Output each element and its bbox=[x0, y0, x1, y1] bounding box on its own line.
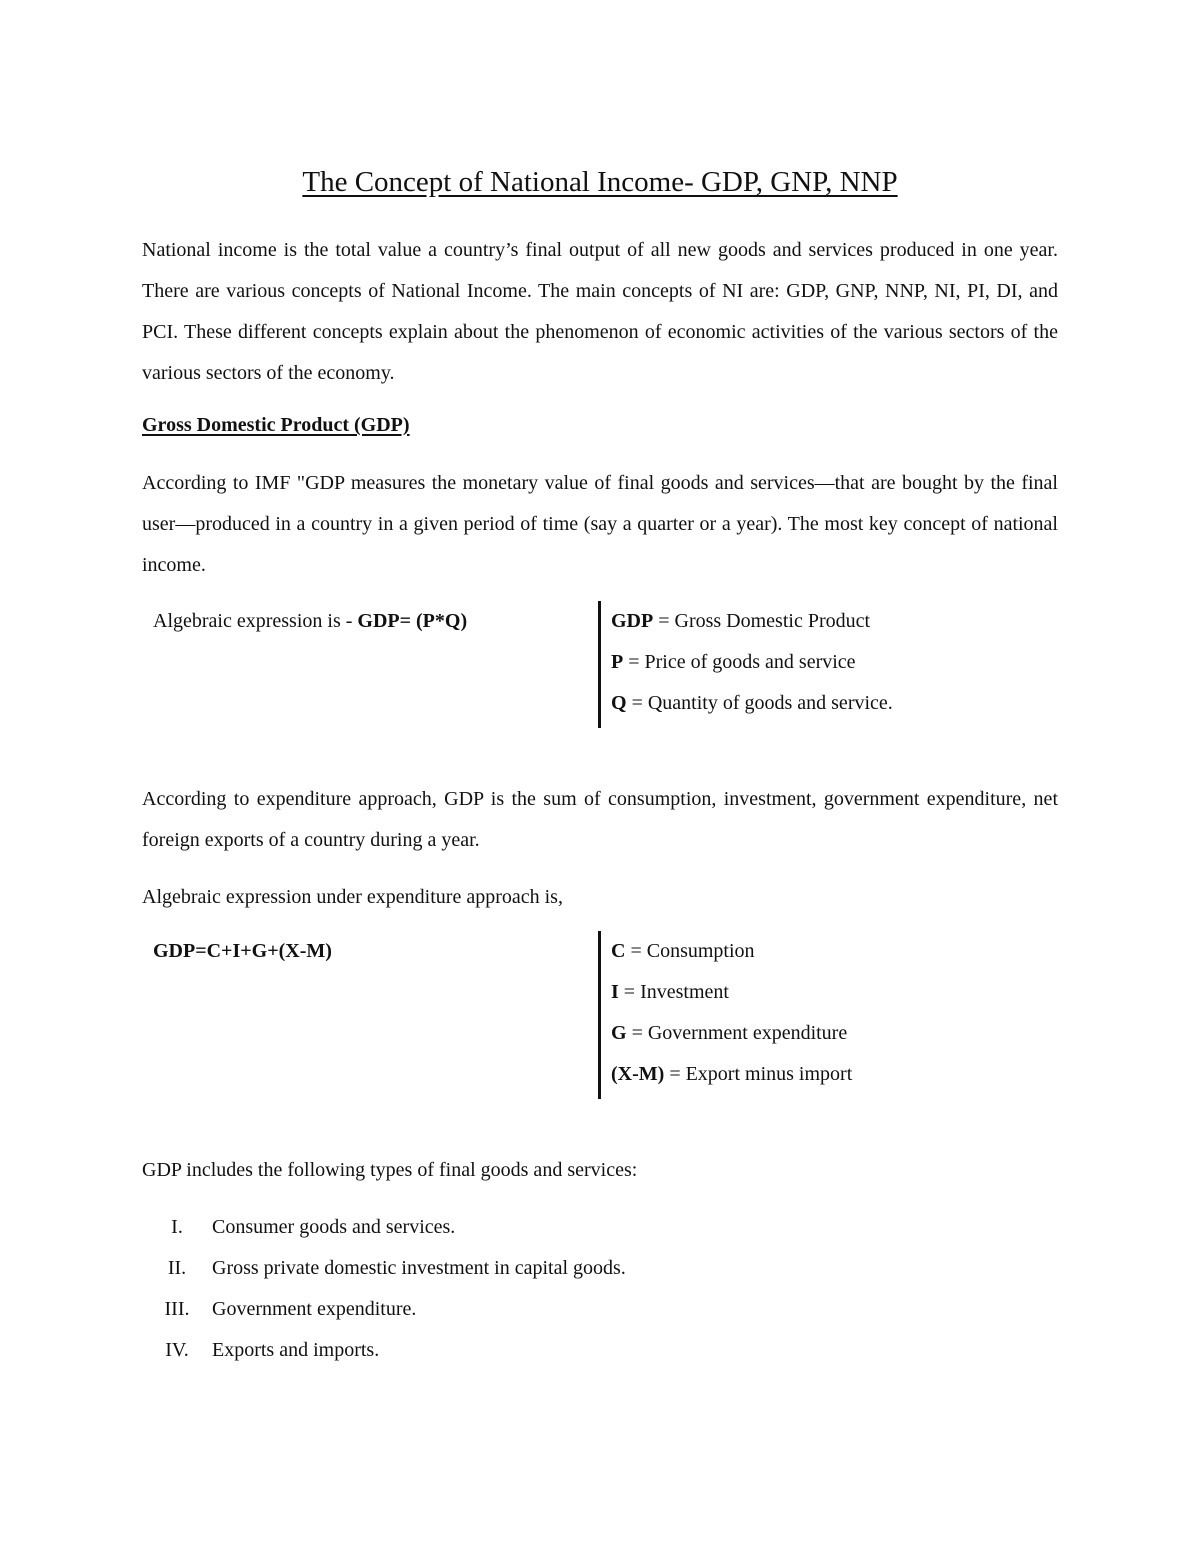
expenditure-paragraph: According to expenditure approach, GDP is the sum of consumption, investment, government expenditure, net foreign exports of a country during a year. bbox=[142, 788, 1058, 851]
definition-line: GDP = Gross Domestic Product bbox=[611, 610, 871, 632]
page-title: The Concept of National Income- GDP, GNP, NNP bbox=[302, 166, 898, 198]
expression2-definitions bbox=[598, 931, 852, 1099]
list-item: IV. Exports and imports. bbox=[165, 1339, 380, 1361]
expression2-formula: GDP=C+I+G+(X-M) bbox=[153, 940, 332, 962]
imf-definition-paragraph: According to IMF "GDP measures the monetary value of final goods and services—that are bought by the final user—produced in a country in a given period of time (say a quarter or a year). The most key concept of national income. bbox=[142, 472, 1058, 576]
intro-paragraph: National income is the total value a country’s final output of all new goods and services produced in one year. There are various concepts of National Income. The main concepts of NI are: GDP, GNP, NNP, NI, PI, DI, and PCI. These different concepts explain about the phenomenon of economic activities of the various sectors of the various sectors of the economy. bbox=[142, 239, 1058, 384]
includes-intro: GDP includes the following types of final goods and services: bbox=[142, 1159, 638, 1181]
expression1-left bbox=[153, 601, 467, 642]
definition-line: G = Government expenditure bbox=[611, 1022, 848, 1044]
definition-line: I = Investment bbox=[611, 981, 729, 1003]
definition-line: P = Price of goods and service bbox=[611, 651, 856, 673]
expression1-formula: GDP= (P*Q) bbox=[357, 610, 468, 632]
list-item: II. Gross private domestic investment in capital goods. bbox=[167, 1257, 626, 1279]
list-item: I. Consumer goods and services. bbox=[171, 1216, 456, 1238]
definition-line: Q = Quantity of goods and service. bbox=[611, 692, 893, 714]
includes-list bbox=[142, 1207, 626, 1371]
list-item: III. Government expenditure. bbox=[164, 1298, 417, 1320]
definition-line: (X-M) = Export minus import bbox=[611, 1063, 853, 1085]
gdp-heading: Gross Domestic Product (GDP) bbox=[142, 414, 410, 436]
expenditure-intro: Algebraic expression under expenditure approach is, bbox=[142, 886, 563, 908]
expression1-prefix: Algebraic expression is - bbox=[153, 610, 358, 632]
expression1-definitions bbox=[598, 601, 893, 728]
definition-line: C = Consumption bbox=[611, 940, 755, 962]
expression2-left bbox=[153, 931, 332, 972]
